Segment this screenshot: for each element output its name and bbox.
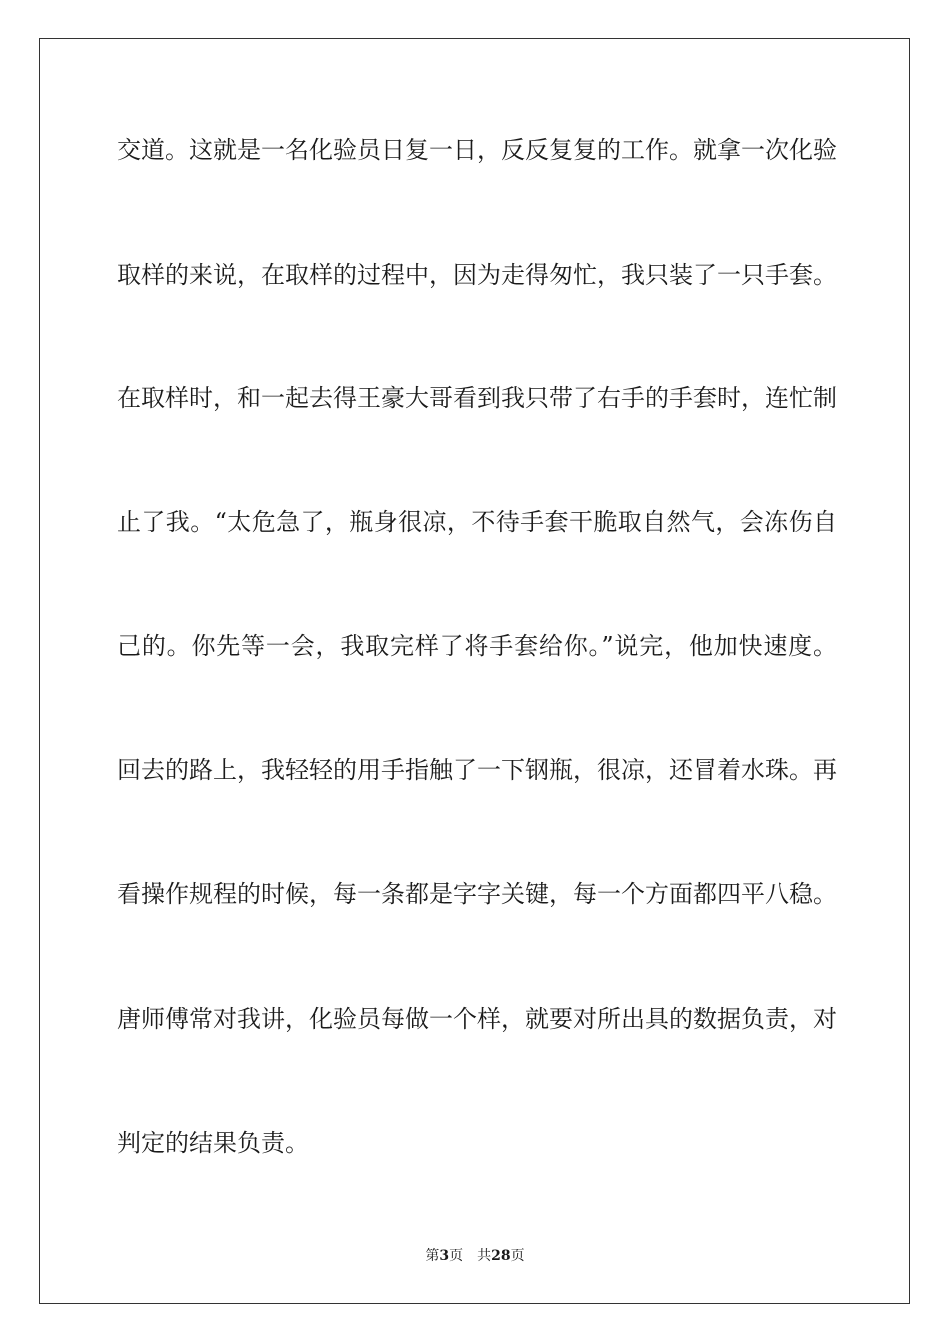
page-suffix: 页 xyxy=(449,1248,464,1264)
page-prefix: 第 xyxy=(425,1248,440,1264)
body-line-5: 己的。你先等一会，我取完样了将手套给你。”说完，他加快速度。 xyxy=(117,632,837,660)
body-line-6: 回去的路上，我轻轻的用手指触了一下钢瓶，很凉，还冒着水珠。再 xyxy=(117,756,837,784)
page-number: 3 xyxy=(439,1248,450,1264)
total-suffix: 页 xyxy=(510,1248,525,1264)
total-prefix: 共 xyxy=(477,1248,492,1264)
page-border xyxy=(39,38,910,1304)
body-line-7: 看操作规程的时候，每一条都是字字关键，每一个方面都四平八稳。 xyxy=(117,880,837,908)
page-footer xyxy=(0,1246,950,1266)
body-line-2: 取样的来说，在取样的过程中，因为走得匆忙，我只装了一只手套。 xyxy=(117,261,837,289)
body-line-3: 在取样时，和一起去得王豪大哥看到我只带了右手的手套时，连忙制 xyxy=(117,384,837,412)
body-line-9: 判定的结果负责。 xyxy=(117,1129,309,1157)
total-pages: 28 xyxy=(491,1248,511,1264)
body-line-4: 止了我。“太危急了，瓶身很凉，不待手套干脆取自然气，会冻伤自 xyxy=(117,508,837,536)
body-line-8: 唐师傅常对我讲，化验员每做一个样，就要对所出具的数据负责，对 xyxy=(117,1005,837,1033)
body-line-1: 交道。这就是一名化验员日复一日，反反复复的工作。就拿一次化验 xyxy=(117,136,837,164)
